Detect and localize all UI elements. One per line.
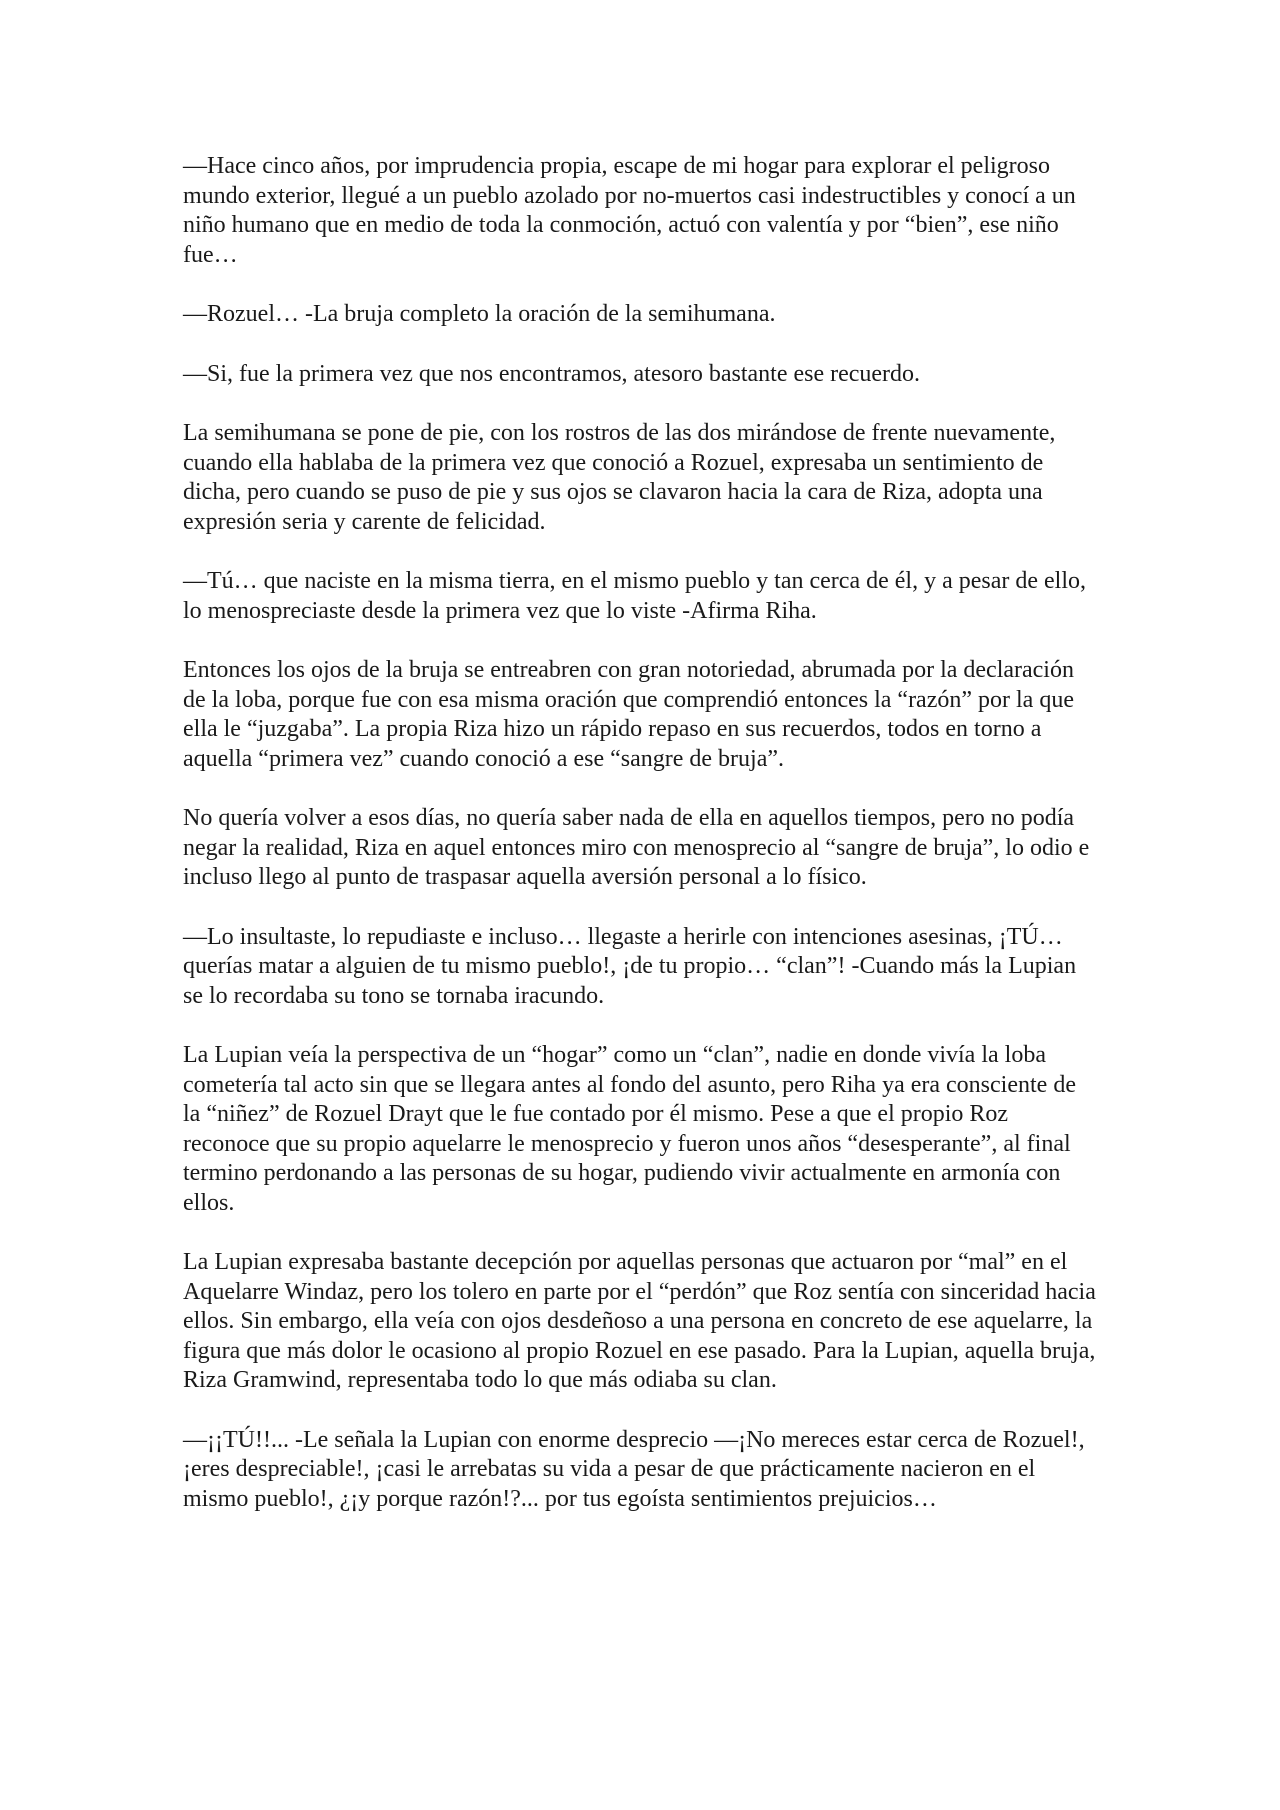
paragraph-8: —Lo insultaste, lo repudiaste e incluso… llegaste a herirle con intenciones asesinas, ¡TÚ… querías matar a alguien de tu mismo pueblo!, ¡de tu propio… “clan”! -Cuando más la Lupian se lo recordaba su tono se tornaba iracundo. — [183, 923, 1077, 1009]
paragraph-5: —Tú… que naciste en la misma tierra, en el mismo pueblo y tan cerca de él, y a pesar de ello, lo menospreciaste desde la primera vez que lo viste -Afirma Riha. — [183, 568, 1086, 624]
paragraph-9: La Lupian veía la perspectiva de un “hogar” como un “clan”, nadie en donde vivía la loba cometería tal acto sin que se llegara antes al fondo del asunto, pero Riha ya era consciente de la “niñez” de Rozuel Drayt que le fue contado por él mismo. Pese a que el propio Roz reconoce que su propio aquelarre le menosprecio y fueron unos años “desesperante”, al final termino perdonando a las personas de su hogar, pudiendo vivir actualmente en armonía con ellos. — [183, 1042, 1076, 1216]
paragraph-2: —Rozuel… -La bruja completo la oración de la semihumana. — [183, 301, 776, 327]
paragraph-7: No quería volver a esos días, no quería saber nada de ella en aquellos tiempos, pero no podía negar la realidad, Riza en aquel entonces miro con menosprecio al “sangre de bruja”, lo odio e incluso llego al punto de traspasar aquella aversión personal a lo físico. — [183, 805, 1090, 890]
paragraph-1: —Hace cinco años, por imprudencia propia, escape de mi hogar para explorar el peligroso mundo exterior, llegué a un pueblo azolado por no-muertos casi indestructibles y conocí a un niño humano que en medio de toda la conmoción, actuó con valentía y por “bien”, ese niño fue… — [183, 153, 1076, 268]
document-body — [183, 152, 1098, 1544]
paragraph-11: —¡¡TÚ!!... -Le señala la Lupian con enorme desprecio —¡No mereces estar cerca de Rozuel!, ¡eres despreciable!, ¡casi le arrebatas su vida a pesar de que prácticamente nacieron en el mismo pueblo!, ¿¡y porque razón!?... por tus egoísta sentimientos prejuicios… — [183, 1426, 1085, 1512]
paragraph-3: —Si, fue la primera vez que nos encontramos, atesoro bastante ese recuerdo. — [183, 360, 921, 387]
paragraph-10: La Lupian expresaba bastante decepción por aquellas personas que actuaron por “mal” en el Aquelarre Windaz, pero los tolero en parte por el “perdón” que Roz sentía con sinceridad hacia ellos. Sin embargo, ella veía con ojos desdeñoso a una persona en concreto de ese aquelarre, la figura que más dolor le ocasiono al propio Rozuel en ese pasado. Para la Lupian, aquella bruja, Riza Gramwind, representaba todo lo que más odiaba su clan. — [183, 1249, 1096, 1393]
paragraph-4: La semihumana se pone de pie, con los rostros de las dos mirándose de frente nuevamente, cuando ella hablaba de la primera vez que conoció a Rozuel, expresaba un sentimiento de dicha, pero cuando se puso de pie y sus ojos se clavaron hacia la cara de Riza, adopta una expresión seria y carente de felicidad. — [183, 420, 1056, 535]
paragraph-6: Entonces los ojos de la bruja se entreabren con gran notoriedad, abrumada por la declaración de la loba, porque fue con esa misma oración que comprendió entonces la “razón” por la que ella le “juzgaba”. La propia Riza hizo un rápido repaso en sus recuerdos, todos en torno a aquella “primera vez” cuando conoció a ese “sangre de bruja”. — [183, 657, 1074, 772]
